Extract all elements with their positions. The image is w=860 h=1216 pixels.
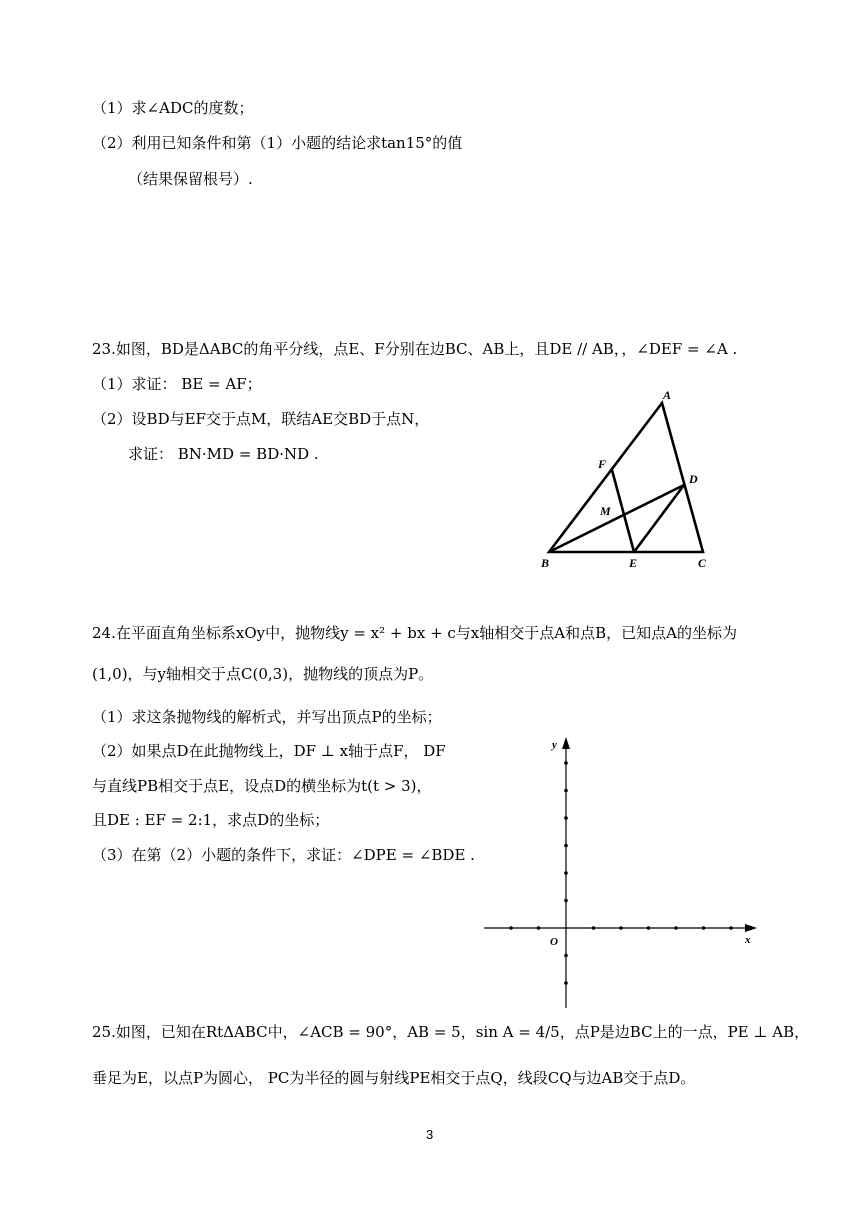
y-axis-tick — [564, 871, 568, 875]
x-axis-tick — [647, 926, 651, 930]
label-a: A — [663, 388, 672, 402]
q24-part3: （3）在第（2）小题的条件下，求证：∠DPE = ∠BDE . — [92, 846, 475, 864]
q23-stem: 23.如图，BD是ΔABC的角平分线，点E、F分别在边BC、AB上，且DE // AB，，∠DEF = ∠A . — [92, 340, 738, 358]
label-e: E — [629, 556, 638, 570]
y-axis-tick — [564, 899, 568, 903]
segment-bd — [549, 485, 684, 552]
x-axis-tick — [729, 926, 733, 930]
q25-stem-line2: 垂足为E，以点P为圆心， PC为半径的圆与射线PE相交于点Q，线段CQ与边AB交于点D。 — [92, 1069, 696, 1087]
origin-label: O — [550, 936, 558, 948]
label-c: C — [698, 556, 707, 570]
q23-triangle-figure — [530, 385, 770, 585]
q24-coordinate-axes — [480, 735, 770, 1010]
label-d: D — [689, 472, 698, 486]
q25-stem-text: 25.如图，已知在RtΔABC中，∠ACB = 90°，AB = 5，sin A = 4/5，点P是边BC上的一点，PE ⊥ AB， — [92, 1023, 810, 1041]
q24-part2-line1: （2）如果点D在此抛物线上，DF ⊥ x轴于点F， DF — [92, 742, 446, 760]
label-f: F — [598, 457, 607, 471]
y-axis-tick — [564, 981, 568, 985]
y-axis-tick — [564, 761, 568, 765]
q23-part1: （1）求证： BE = AF； — [92, 375, 262, 393]
x-axis-tick — [674, 926, 678, 930]
q22-part2-note: （结果保留根号）. — [128, 170, 253, 188]
y-axis-arrow — [562, 737, 570, 749]
x-axis-label: x — [745, 934, 751, 946]
page-number: 3 — [426, 1127, 434, 1142]
q25-stem-line1 — [92, 1022, 809, 1042]
label-b: B — [541, 556, 550, 570]
q24-part2-line2: 与直线PB相交于点E，设点D的横坐标为t(t > 3)， — [92, 777, 432, 795]
y-axis-tick — [564, 816, 568, 820]
x-axis-tick — [509, 926, 513, 930]
x-axis-tick — [619, 926, 623, 930]
x-axis-tick — [702, 926, 706, 930]
x-axis-arrow — [745, 924, 757, 932]
segment-de — [634, 485, 684, 552]
q22-part1: （1）求∠ADC的度数； — [92, 99, 254, 117]
y-axis-tick — [564, 954, 568, 958]
y-axis-tick — [564, 844, 568, 848]
q24-part2-line3: 且DE : EF = 2:1，求点D的坐标； — [92, 811, 330, 829]
x-axis-tick — [537, 926, 541, 930]
x-axis-tick — [592, 926, 596, 930]
q22-part2: （2）利用已知条件和第（1）小题的结论求tan15°的值 — [92, 134, 463, 152]
label-m: M — [600, 504, 611, 518]
q23-part2: （2）设BD与EF交于点M，联结AE交BD于点N， — [92, 410, 430, 428]
y-axis-label: y — [552, 739, 557, 751]
q24-stem-line2: (1,0)，与y轴相交于点C(0,3)，抛物线的顶点为P。 — [92, 665, 434, 683]
triangle-abc — [549, 403, 703, 552]
q24-part1: （1）求这条抛物线的解析式，并写出顶点P的坐标； — [92, 708, 442, 726]
q23-part2-prove: 求证： BN·MD = BD·ND . — [128, 445, 319, 463]
q24-stem-line1: 24.在平面直角坐标系xOy中，抛物线y = x² + bx + c与x轴相交于点A和点B，已知点A的坐标为 — [92, 624, 737, 642]
y-axis-tick — [564, 789, 568, 793]
